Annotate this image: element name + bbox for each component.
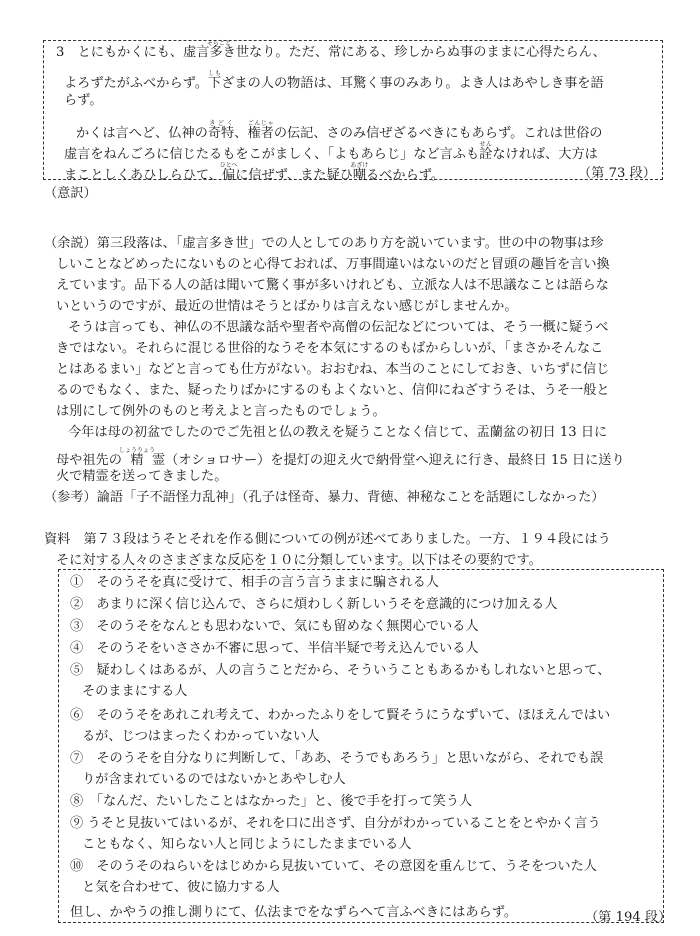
list-item: ⑤ 疑わしくはあるが、人の言うことだから、そういうこともあるかもしれないと思って、 (70, 663, 611, 678)
commentary-line-8: るのでもなく、また、疑ったりばかにするのもよくないと、信仰にねざすうそは、うそ一般と (56, 383, 610, 398)
commentary-line-10: 今年は母の初盆でしたのでご先祖と仏の教えを疑うことなく信じて、盂蘭盆の初日 13 日に (68, 425, 608, 440)
passage-73-line-6: まことしくあひしらひて、偏ひとへに信ぜず、また疑ひ嘲あざけるべからず。 (64, 162, 445, 183)
list-item-continuation: るが、じつはまったくわかっていない人 (82, 729, 320, 744)
commentary-line-6: きではない。それらに混じる世俗的なうそを本気にするのもばからしいが、「まさかそんなこ (56, 341, 604, 356)
commentary-line-11: 母や祖先の精しょうりょう霊（オショロサー）を提灯の迎え火で納骨堂へ迎えに行き、最終日 15 日に送り (56, 447, 625, 468)
list-item-continuation: こともなく、知らない人と同じようにしたままでいる人 (82, 837, 412, 852)
passage-73-line-4: かくは言へど、仏神の奇特きどく、権者ごんじゃの伝記、さのみ信ぜざるべきにもあらず。これは世俗の (76, 120, 603, 141)
reference-note: （参考）論語「子不語怪力乱神」（孔子は怪奇、暴力、背徳、神秘なことを話題にしなかった） (44, 490, 605, 505)
list-item: ③ そのうそをなんとも思わないで、気にも留めなく無関心でいる人 (70, 619, 479, 634)
list-item: ④ そのうそをいささか不審に思って、半信半疑で考え込んでいる人 (70, 641, 479, 656)
list-item: ⑦ そのうそを自分なりに判断して、「ああ、そうでもあろう」と思いながら、それでも誤 (70, 751, 604, 766)
list-item-continuation: と気を合わせて、彼に協力する人 (82, 880, 280, 895)
commentary-line-5: そうは言っても、神仏の不思議な話や聖者や高僧の伝記などについては、そう一概に疑うべ (68, 320, 609, 335)
closing-quote: 但し、かやうの推し測りにて、仏法までをなずらへて言ふべきにはあらず。 (70, 905, 518, 920)
commentary-line-1: （余説）第三段落は、「虚言多き世」での人としてのあり方を説いています。世の中の物事は珍 (44, 236, 604, 251)
list-item: ⑨ うそと見抜いてはいるが、それを口に出さず、自分がわかっていることをとやかく言う (70, 816, 601, 831)
material-line-2: そに対する人々のさまざまな反応を１０に分類しています。以下はその要約です。 (56, 553, 542, 568)
yakuyaku-label: （意訳） (44, 186, 97, 201)
commentary-line-7: とはあるまい」などと言っても仕方がない。おおむね、本当のことにしておき、いちずに信じ (56, 362, 610, 377)
passage-73-line-2: よろずたがふべからず。下しもざまの人の物語は、耳驚く事のみあり。よき人はあやしき事を語 (64, 70, 604, 91)
passage-194-reference: （第 194 段） (585, 910, 672, 925)
list-item: ⑥ そのうそをあれこれ考えて、わかったふりをして賢そうにうなずいて、ほほえんではい (70, 708, 611, 723)
list-item-continuation: そのままにする人 (82, 684, 188, 699)
list-item: ⑩ そのうそのねらいをはじめから見抜いていて、その意図を重んじて、うそをついた人 (70, 859, 597, 874)
commentary-line-4: いというのですが、最近の世情はそうとばかりは言えない感じがしませんか。 (56, 299, 518, 314)
list-item: ② あまりに深く信じ込んで、さらに煩わしく新しいうそを意識的につけ加える人 (70, 597, 558, 612)
list-item: ① そのうそを真に受けて、相手の言う言うままに騙される人 (70, 575, 439, 590)
material-line-1: 資料 第７３段はうそとそれを作る側についての例が述べてありました。一方、１９４段にはう (44, 532, 611, 547)
commentary-line-9: は別にして例外のものと考えよと言ったものでしょう。 (56, 404, 386, 419)
passage-73-line-1: 3 とにもかくにも、虚言多き世なり。ただ、常にある、珍しからぬ事のままに心得たらん、 (56, 45, 606, 60)
ruby-sorakoto: そらごと (207, 40, 232, 47)
commentary-line-3: えています。品下る人の話は聞いて驚く事が多いけれども、立派な人は不思議なことは語らな (56, 278, 609, 293)
commentary-line-2: しいことなどめったにないものと心得ておれば、万事間違いはないのだと冒頭の趣旨を言い換 (56, 257, 610, 272)
passage-73-line-3: らず。 (64, 93, 103, 108)
commentary-line-12: 火で精霊を送ってきました。 (56, 469, 228, 484)
passage-73-reference: （第 73 段） (578, 166, 656, 181)
list-item: ⑧ 「なんだ、たいしたことはなかった」と、後で手を打って笑う人 (70, 794, 473, 809)
passage-73-line-5: 虚言をねんごろに信じたるもをこがましく、「よもあらじ」など言ふも詮せんなければ、大方は (64, 141, 598, 162)
list-item-continuation: りが含まれているのではないかとあやしむ人 (82, 772, 346, 787)
